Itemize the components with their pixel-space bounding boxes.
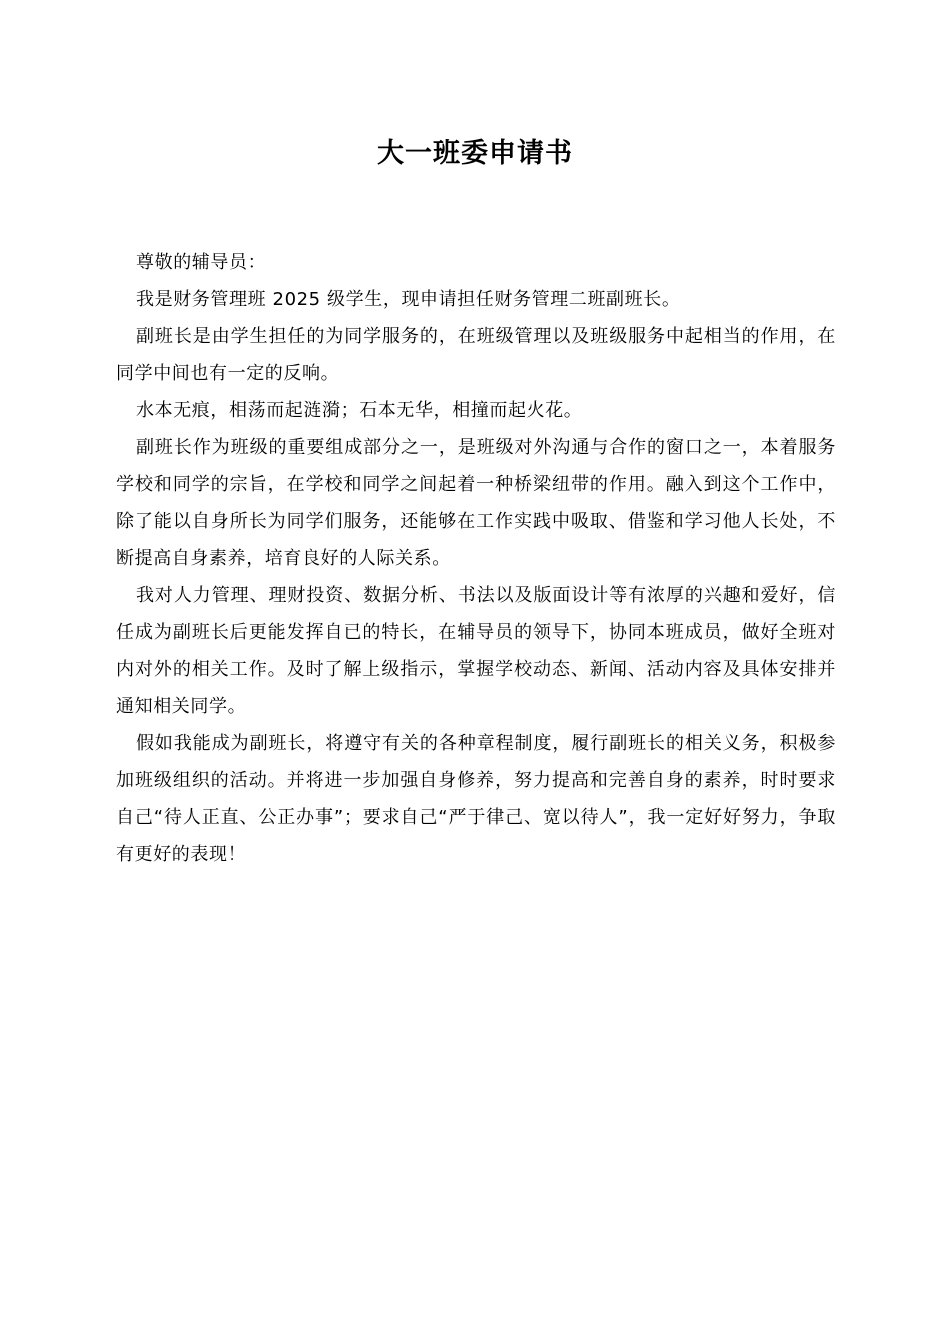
paragraph-quote: 水本无痕，相荡而起涟漪；石本无华，相撞而起火花。 [136, 400, 583, 421]
paragraph-interests: 我对人力管理、理财投资、数据分析、书法以及版面设计等有浓厚的兴趣和爱好，信任成为副班长后更能发挥自已的特长，在辅导员的领导下，协同本班成员，做好全班对内对外的相关工作。及时了解上级指示，掌握学校动态、新闻、活动内容及具体安排并通知相关同学。 [116, 585, 836, 717]
paragraph-role-importance: 副班长作为班级的重要组成部分之一，是班级对外沟通与合作的窗口之一，本着服务学校和同学的宗旨，在学校和同学之间起着一种桥梁纽带的作用。融入到这个工作中，除了能以自身所长为同学们服务，还能够在工作实践中吸取、借鉴和学习他人长处，不断提高自身素养，培育良好的人际关系。 [116, 437, 836, 569]
paragraph-intro: 我是财务管理班 2025 级学生，现申请担任财务管理二班副班长。 [136, 289, 681, 310]
salutation: 尊敬的辅导员： [136, 252, 267, 273]
paragraph-commitment: 假如我能成为副班长，将遵守有关的各种章程制度，履行副班长的相关义务，积极参加班级组织的活动。并将进一步加强自身修养，努力提高和完善自身的素养，时时要求自己“待人正直、公正办事”；要求自己“严于律己、宽以待人”，我一定好好努力，争取有更好的表现！ [116, 733, 836, 865]
document-body [116, 244, 836, 873]
document-title: 大一班委申请书 [377, 138, 573, 169]
paragraph-role-description: 副班长是由学生担任的为同学服务的，在班级管理以及班级服务中起相当的作用，在同学中间也有一定的反响。 [116, 326, 836, 384]
